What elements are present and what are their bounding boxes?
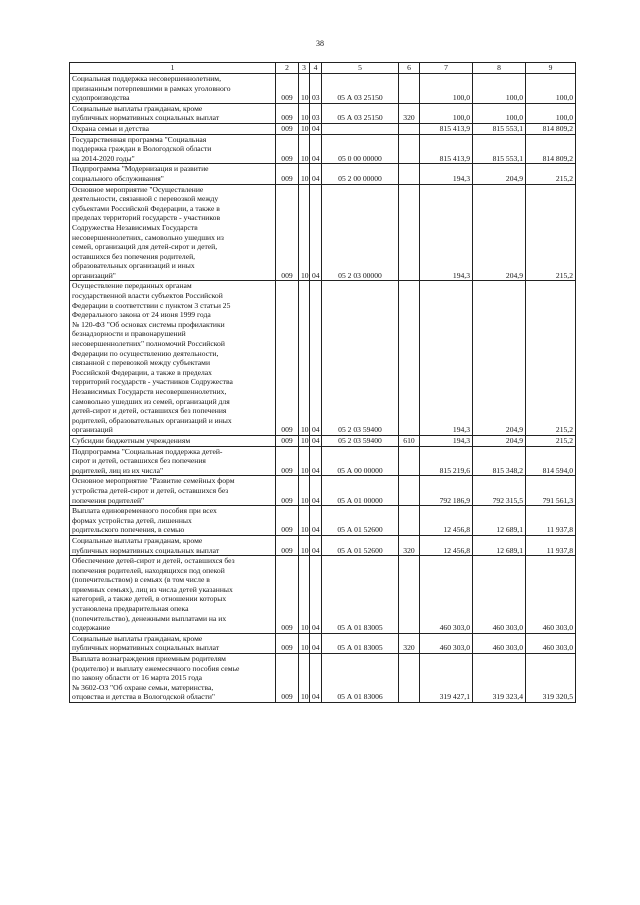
amount-year1-cell: 194,3 [420, 184, 473, 281]
section-code-cell: 10 [299, 123, 310, 134]
amount-year2-cell: 815 553,1 [473, 134, 526, 164]
item-name-cell: Охрана семьи и детства [70, 123, 276, 134]
table-row [70, 476, 576, 506]
subsection-code-cell: 04 [310, 633, 322, 653]
page-number: 38 [316, 39, 324, 48]
target-article-cell: 05 А 01 83005 [322, 633, 399, 653]
subsection-code-cell: 04 [310, 446, 322, 476]
subsection-code-cell: 04 [310, 476, 322, 506]
amount-year3-cell: 791 561,3 [526, 476, 576, 506]
expense-type-cell [399, 74, 420, 104]
ministry-code-cell: 009 [276, 134, 299, 164]
table-row [70, 633, 576, 653]
amount-year3-cell: 814 809,2 [526, 134, 576, 164]
item-name-cell: Государственная программа "Социальная поддержка граждан в Вологодской области на 2014-2020 годы" [70, 134, 276, 164]
subsection-code-cell: 04 [310, 556, 322, 634]
amount-year3-cell: 215,2 [526, 435, 576, 446]
amount-year2-cell: 460 303,0 [473, 556, 526, 634]
table-row [70, 506, 576, 536]
ministry-code-cell: 009 [276, 103, 299, 123]
amount-year1-cell: 460 303,0 [420, 633, 473, 653]
subsection-code-cell: 04 [310, 435, 322, 446]
target-article-cell: 05 А 01 00000 [322, 476, 399, 506]
amount-year1-cell: 194,3 [420, 164, 473, 184]
amount-year3-cell: 814 594,0 [526, 446, 576, 476]
target-article-cell: 05 А 01 83006 [322, 654, 399, 703]
section-code-cell: 10 [299, 506, 310, 536]
item-name-cell: Основное мероприятие "Осуществление деятельности, связанной с перевозкой между субъектами Российской Федерации, а также в пределах территорий государств - участников Содружества Независимых Государств несовершеннолетних, самовольно ушедших из семей, организаций для детей-сирот и детей, оставшихся без попечения родителей, образовательных организаций и иных организаций" [70, 184, 276, 281]
table-row [70, 535, 576, 555]
amount-year3-cell: 319 320,5 [526, 654, 576, 703]
column-header: 7 [420, 63, 473, 74]
amount-year2-cell: 12 689,1 [473, 535, 526, 555]
amount-year3-cell: 11 937,8 [526, 535, 576, 555]
target-article-cell: 05 2 03 00000 [322, 184, 399, 281]
expense-type-cell [399, 134, 420, 164]
section-code-cell: 10 [299, 476, 310, 506]
subsection-code-cell: 04 [310, 506, 322, 536]
section-code-cell: 10 [299, 134, 310, 164]
table-row [70, 74, 576, 104]
section-code-cell: 10 [299, 446, 310, 476]
table-row [70, 164, 576, 184]
budget-table [69, 62, 576, 703]
item-name-cell: Социальные выплаты гражданам, кроме публичных нормативных социальных выплат [70, 633, 276, 653]
expense-type-cell [399, 506, 420, 536]
amount-year1-cell: 815 413,9 [420, 123, 473, 134]
amount-year3-cell: 215,2 [526, 281, 576, 436]
ministry-code-cell: 009 [276, 123, 299, 134]
section-code-cell: 10 [299, 74, 310, 104]
section-code-cell: 10 [299, 633, 310, 653]
column-header: 4 [310, 63, 322, 74]
amount-year1-cell: 12 456,8 [420, 535, 473, 555]
target-article-cell: 05 0 00 00000 [322, 134, 399, 164]
amount-year2-cell: 460 303,0 [473, 633, 526, 653]
expense-type-cell: 320 [399, 535, 420, 555]
amount-year2-cell: 815 553,1 [473, 123, 526, 134]
ministry-code-cell: 009 [276, 633, 299, 653]
item-name-cell: Основное мероприятие "Развитие семейных форм устройства детей-сирот и детей, оставшихся без попечения родителей" [70, 476, 276, 506]
ministry-code-cell: 009 [276, 654, 299, 703]
target-article-cell: 05 2 03 59400 [322, 281, 399, 436]
table-row [70, 281, 576, 436]
expense-type-cell: 320 [399, 633, 420, 653]
item-name-cell: Субсидии бюджетным учреждениям [70, 435, 276, 446]
subsection-code-cell: 04 [310, 164, 322, 184]
amount-year2-cell: 204,9 [473, 281, 526, 436]
amount-year1-cell: 815 413,9 [420, 134, 473, 164]
amount-year1-cell: 815 219,6 [420, 446, 473, 476]
section-code-cell: 10 [299, 556, 310, 634]
section-code-cell: 10 [299, 184, 310, 281]
subsection-code-cell: 03 [310, 74, 322, 104]
subsection-code-cell: 04 [310, 123, 322, 134]
table-row [70, 134, 576, 164]
column-header: 2 [276, 63, 299, 74]
table-row [70, 123, 576, 134]
item-name-cell: Социальная поддержка несовершеннолетним, признанным потерпевшими в рамках уголовного судопроизводства [70, 74, 276, 104]
expense-type-cell: 320 [399, 103, 420, 123]
amount-year2-cell: 100,0 [473, 74, 526, 104]
expense-type-cell [399, 654, 420, 703]
ministry-code-cell: 009 [276, 535, 299, 555]
ministry-code-cell: 009 [276, 74, 299, 104]
target-article-cell: 05 А 01 52600 [322, 506, 399, 536]
amount-year1-cell: 12 456,8 [420, 506, 473, 536]
amount-year3-cell: 215,2 [526, 184, 576, 281]
header-row [70, 63, 576, 74]
expense-type-cell [399, 184, 420, 281]
subsection-code-cell: 03 [310, 103, 322, 123]
table-row [70, 446, 576, 476]
item-name-cell: Подпрограмма "Социальная поддержка детей- сирот и детей, оставшихся без попечения родителей, лиц из их числа" [70, 446, 276, 476]
amount-year3-cell: 460 303,0 [526, 556, 576, 634]
section-code-cell: 10 [299, 654, 310, 703]
amount-year2-cell: 204,9 [473, 164, 526, 184]
amount-year3-cell: 215,2 [526, 164, 576, 184]
amount-year2-cell: 12 689,1 [473, 506, 526, 536]
column-header: 6 [399, 63, 420, 74]
table-row [70, 103, 576, 123]
subsection-code-cell: 04 [310, 134, 322, 164]
amount-year2-cell: 204,9 [473, 435, 526, 446]
section-code-cell: 10 [299, 103, 310, 123]
amount-year3-cell: 814 809,2 [526, 123, 576, 134]
table-row [70, 654, 576, 703]
target-article-cell: 05 А 03 25150 [322, 74, 399, 104]
amount-year3-cell: 100,0 [526, 103, 576, 123]
amount-year3-cell: 460 303,0 [526, 633, 576, 653]
expense-type-cell [399, 446, 420, 476]
section-code-cell: 10 [299, 281, 310, 436]
column-header: 9 [526, 63, 576, 74]
expense-type-cell [399, 556, 420, 634]
table-body [70, 74, 576, 703]
amount-year1-cell: 100,0 [420, 103, 473, 123]
ministry-code-cell: 009 [276, 164, 299, 184]
item-name-cell: Обеспечение детей-сирот и детей, оставшихся без попечения родителей, находящихся под опекой (попечительством) в семьях (в том числе в приемных семьях), лиц из числа детей указанных категорий, а также детей, в отношении которых установлена предварительная опека (попечительство), денежными выплатами на их содержание [70, 556, 276, 634]
target-article-cell: 05 А 00 00000 [322, 446, 399, 476]
section-code-cell: 10 [299, 164, 310, 184]
ministry-code-cell: 009 [276, 281, 299, 436]
item-name-cell: Социальные выплаты гражданам, кроме публичных нормативных социальных выплат [70, 535, 276, 555]
section-code-cell: 10 [299, 535, 310, 555]
item-name-cell: Выплата единовременного пособия при всех формах устройства детей, лишенных родительского попечения, в семью [70, 506, 276, 536]
target-article-cell: 05 А 01 83005 [322, 556, 399, 634]
subsection-code-cell: 04 [310, 654, 322, 703]
column-header: 1 [70, 63, 276, 74]
section-code-cell: 10 [299, 435, 310, 446]
ministry-code-cell: 009 [276, 446, 299, 476]
table-row [70, 184, 576, 281]
item-name-cell: Выплата вознаграждения приемным родителям (родителю) и выплату ежемесячного пособия семье по закону области от 16 марта 2015 года № 3602-ОЗ "Об охране семьи, материнства, отцовства и детства в Вологодской области" [70, 654, 276, 703]
table-row [70, 556, 576, 634]
expense-type-cell [399, 476, 420, 506]
amount-year2-cell: 792 315,5 [473, 476, 526, 506]
expense-type-cell: 610 [399, 435, 420, 446]
expense-type-cell [399, 123, 420, 134]
item-name-cell: Подпрограмма "Модернизация и развитие социального обслуживания" [70, 164, 276, 184]
amount-year2-cell: 204,9 [473, 184, 526, 281]
ministry-code-cell: 009 [276, 476, 299, 506]
column-header: 5 [322, 63, 399, 74]
subsection-code-cell: 04 [310, 184, 322, 281]
item-name-cell: Социальные выплаты гражданам, кроме публичных нормативных социальных выплат [70, 103, 276, 123]
expense-type-cell [399, 281, 420, 436]
ministry-code-cell: 009 [276, 506, 299, 536]
amount-year1-cell: 460 303,0 [420, 556, 473, 634]
ministry-code-cell: 009 [276, 184, 299, 281]
table-row [70, 435, 576, 446]
item-name-cell: Осуществление переданных органам государственной власти субъектов Российской Федерации в соответствии с пунктом 3 статьи 25 Федерального закона от 24 июня 1999 года № 120-ФЗ "Об основах системы профилактики безнадзорности и правонарушений несовершеннолетних" полномочий Российской Федерации по осуществлению деятельности, связанной с перевозкой между субъектами Российской Федерации, а также в пределах территорий государств - участников Содружества Независимых Государств несовершеннолетних, самовольно ушедших из семей, организаций для детей-сирот и детей, оставшихся без попечения родителей, образовательных организаций и иных организаций [70, 281, 276, 436]
target-article-cell: 05 2 00 00000 [322, 164, 399, 184]
target-article-cell: 05 А 03 25150 [322, 103, 399, 123]
column-header: 3 [299, 63, 310, 74]
target-article-cell: 05 А 01 52600 [322, 535, 399, 555]
amount-year1-cell: 194,3 [420, 281, 473, 436]
amount-year1-cell: 194,3 [420, 435, 473, 446]
target-article-cell: 05 2 03 59400 [322, 435, 399, 446]
amount-year2-cell: 815 348,2 [473, 446, 526, 476]
amount-year1-cell: 792 186,9 [420, 476, 473, 506]
column-header: 8 [473, 63, 526, 74]
ministry-code-cell: 009 [276, 435, 299, 446]
ministry-code-cell: 009 [276, 556, 299, 634]
amount-year1-cell: 319 427,1 [420, 654, 473, 703]
amount-year3-cell: 11 937,8 [526, 506, 576, 536]
expense-type-cell [399, 164, 420, 184]
amount-year3-cell: 100,0 [526, 74, 576, 104]
subsection-code-cell: 04 [310, 281, 322, 436]
amount-year1-cell: 100,0 [420, 74, 473, 104]
amount-year2-cell: 100,0 [473, 103, 526, 123]
subsection-code-cell: 04 [310, 535, 322, 555]
target-article-cell [322, 123, 399, 134]
amount-year2-cell: 319 323,4 [473, 654, 526, 703]
